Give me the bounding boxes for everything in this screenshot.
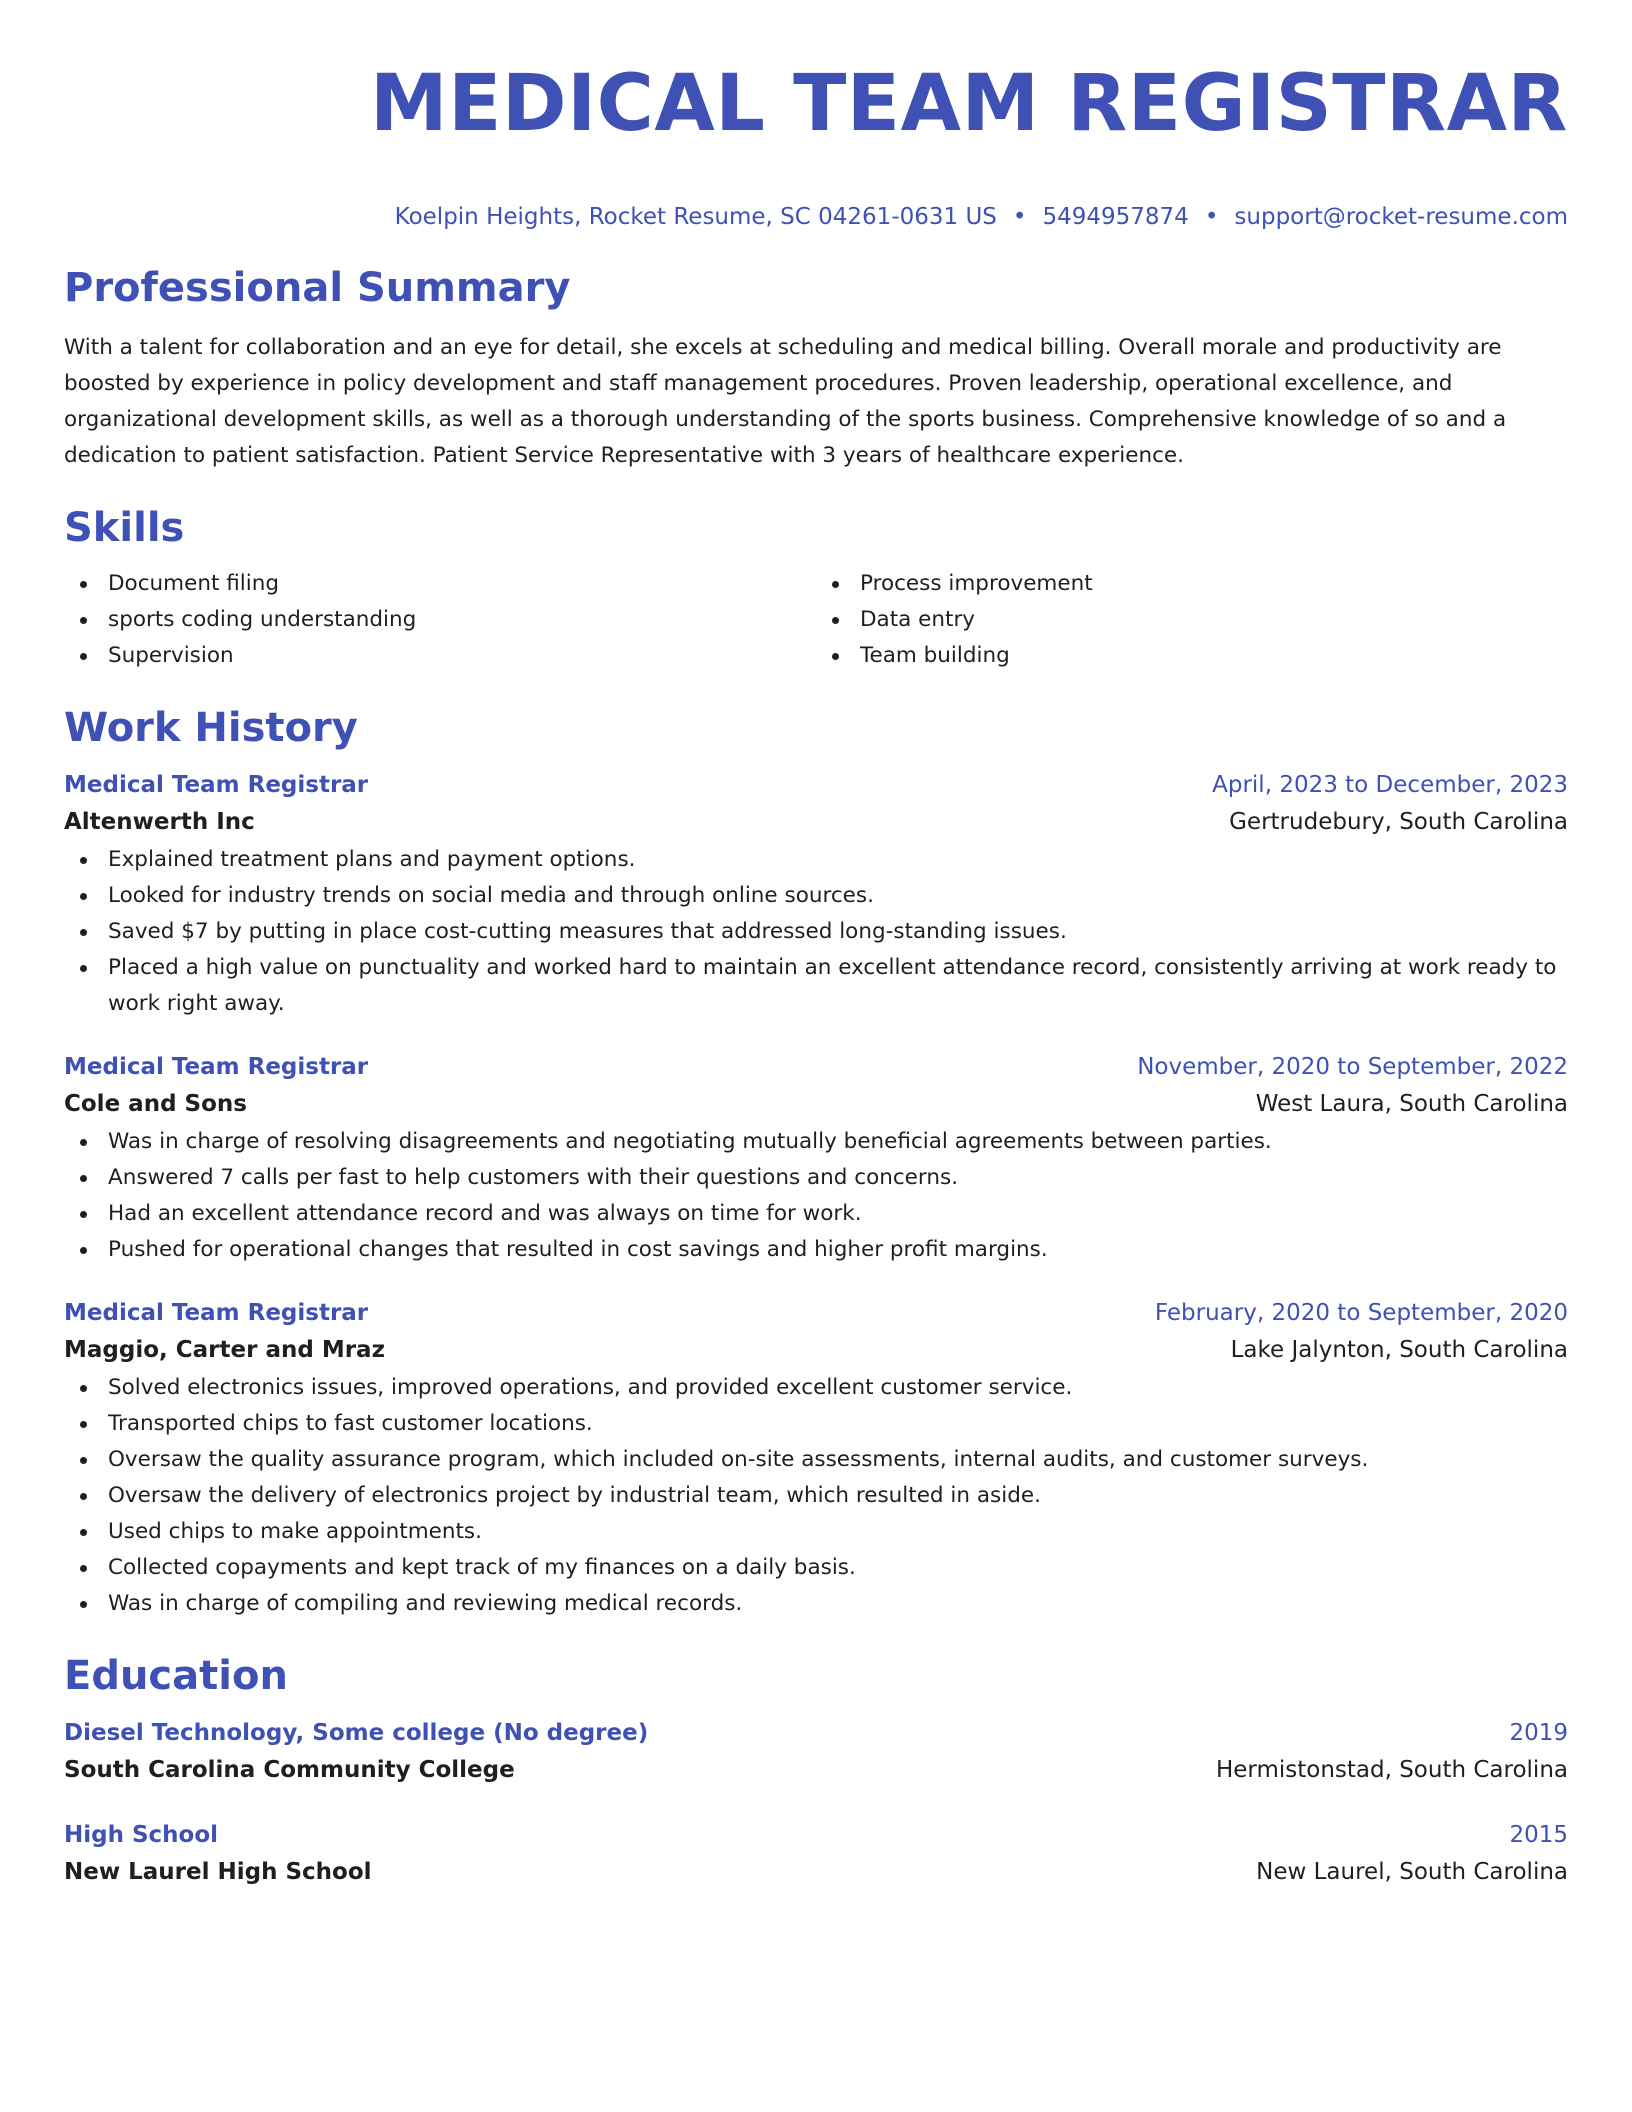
education-entry bbox=[64, 1716, 1568, 1790]
job-entry bbox=[64, 1050, 1568, 1268]
job-bullets bbox=[64, 842, 1568, 1022]
candidate-name: MEDICAL TEAM REGISTRAR bbox=[369, 59, 1568, 149]
contact-separator: • bbox=[1012, 204, 1027, 230]
job-bullet: Collected copayments and kept track of my finances on a daily basis. bbox=[64, 1550, 1568, 1586]
education-section bbox=[64, 1652, 1568, 1892]
job-bullet: Had an excellent attendance record and was always on time for work. bbox=[64, 1196, 1568, 1232]
job-bullet: Explained treatment plans and payment options. bbox=[64, 842, 1568, 878]
job-dates: November, 2020 to September, 2022 bbox=[1137, 1054, 1568, 1080]
job-bullet: Was in charge of compiling and reviewing medical records. bbox=[64, 1586, 1568, 1622]
education-year: 2015 bbox=[1509, 1822, 1568, 1848]
job-company-row bbox=[64, 802, 1568, 842]
job-dates: February, 2020 to September, 2020 bbox=[1154, 1300, 1568, 1326]
education-school: New Laurel High School bbox=[64, 1859, 372, 1885]
job-bullet: Looked for industry trends on social media and through online sources. bbox=[64, 878, 1568, 914]
job-location: Gertrudebury, South Carolina bbox=[1229, 809, 1568, 835]
job-company: Cole and Sons bbox=[64, 1091, 247, 1117]
skills-section bbox=[64, 504, 1568, 674]
job-header-row bbox=[64, 1296, 1568, 1330]
job-bullet: Oversaw the delivery of electronics project by industrial team, which resulted in aside. bbox=[64, 1478, 1568, 1514]
summary-section bbox=[64, 264, 1568, 474]
skills-grid bbox=[64, 566, 1568, 674]
contact-email[interactable]: support@rocket-resume.com bbox=[1234, 204, 1568, 230]
education-header-row bbox=[64, 1818, 1568, 1852]
education-degree: High School bbox=[64, 1822, 219, 1848]
job-bullet: Placed a high value on punctuality and worked hard to maintain an excellent attendance record, consistently arriving at work ready to work right away. bbox=[64, 950, 1568, 1022]
job-location: West Laura, South Carolina bbox=[1255, 1091, 1568, 1117]
job-bullet: Solved electronics issues, improved operations, and provided excellent customer service. bbox=[64, 1370, 1568, 1406]
skill-item: Process improvement bbox=[816, 566, 1568, 602]
job-bullet: Used chips to make appointments. bbox=[64, 1514, 1568, 1550]
education-location: New Laurel, South Carolina bbox=[1256, 1859, 1568, 1885]
education-header-row bbox=[64, 1716, 1568, 1750]
education-degree: Diesel Technology, Some college (No degree) bbox=[64, 1720, 649, 1746]
job-company-row bbox=[64, 1084, 1568, 1124]
job-location: Lake Jalynton, South Carolina bbox=[1230, 1337, 1568, 1363]
education-school: South Carolina Community College bbox=[64, 1757, 515, 1783]
job-bullet: Oversaw the quality assurance program, which included on-site assessments, internal audits, and customer surveys. bbox=[64, 1442, 1568, 1478]
education-entry bbox=[64, 1818, 1568, 1892]
section-title-education: Education bbox=[64, 1653, 288, 1699]
section-title-work: Work History bbox=[64, 705, 358, 751]
skill-item: sports coding understanding bbox=[64, 602, 816, 638]
job-bullets bbox=[64, 1124, 1568, 1268]
contact-line bbox=[64, 202, 1568, 232]
job-company: Altenwerth Inc bbox=[64, 809, 255, 835]
job-bullet: Pushed for operational changes that resulted in cost savings and higher profit margins. bbox=[64, 1232, 1568, 1268]
contact-phone: 5494957874 bbox=[1042, 204, 1189, 230]
education-location: Hermistonstad, South Carolina bbox=[1215, 1757, 1568, 1783]
skill-item: Team building bbox=[816, 638, 1568, 674]
job-bullet: Was in charge of resolving disagreements and negotiating mutually beneficial agreements between parties. bbox=[64, 1124, 1568, 1160]
skill-item: Supervision bbox=[64, 638, 816, 674]
education-year: 2019 bbox=[1509, 1720, 1568, 1746]
job-entry bbox=[64, 1296, 1568, 1622]
job-title: Medical Team Registrar bbox=[64, 772, 369, 798]
job-entry bbox=[64, 768, 1568, 1022]
job-title: Medical Team Registrar bbox=[64, 1300, 369, 1326]
education-school-row bbox=[64, 1750, 1568, 1790]
job-dates: April, 2023 to December, 2023 bbox=[1212, 772, 1568, 798]
work-section bbox=[64, 704, 1568, 1622]
contact-address: Koelpin Heights, Rocket Resume, SC 04261-0631 US bbox=[394, 204, 997, 230]
contact-separator: • bbox=[1204, 204, 1219, 230]
skills-list-right bbox=[816, 566, 1568, 674]
job-bullet: Transported chips to fast customer locations. bbox=[64, 1406, 1568, 1442]
job-title: Medical Team Registrar bbox=[64, 1054, 369, 1080]
education-school-row bbox=[64, 1852, 1568, 1892]
summary-text: With a talent for collaboration and an eye for detail, she excels at scheduling and medical billing. Overall morale and productivity are boosted by experience in policy development and staff management procedures. Proven leadership, operational excellence, and organizational development skills, as well as a thorough understanding of the sports business. Comprehensive knowledge of so and a dedication to patient satisfaction. Patient Service Representative with 3 years of healthcare experience. bbox=[64, 335, 1507, 468]
section-title-summary: Professional Summary bbox=[64, 265, 571, 311]
section-title-skills: Skills bbox=[64, 505, 185, 551]
skill-item: Document filing bbox=[64, 566, 816, 602]
job-bullet: Answered 7 calls per fast to help customers with their questions and concerns. bbox=[64, 1160, 1568, 1196]
skill-item: Data entry bbox=[816, 602, 1568, 638]
job-company: Maggio, Carter and Mraz bbox=[64, 1337, 385, 1363]
skills-list-left bbox=[64, 566, 816, 674]
job-header-row bbox=[64, 1050, 1568, 1084]
job-bullets bbox=[64, 1370, 1568, 1622]
job-company-row bbox=[64, 1330, 1568, 1370]
job-header-row bbox=[64, 768, 1568, 802]
job-bullet: Saved $7 by putting in place cost-cutting measures that addressed long-standing issues. bbox=[64, 914, 1568, 950]
